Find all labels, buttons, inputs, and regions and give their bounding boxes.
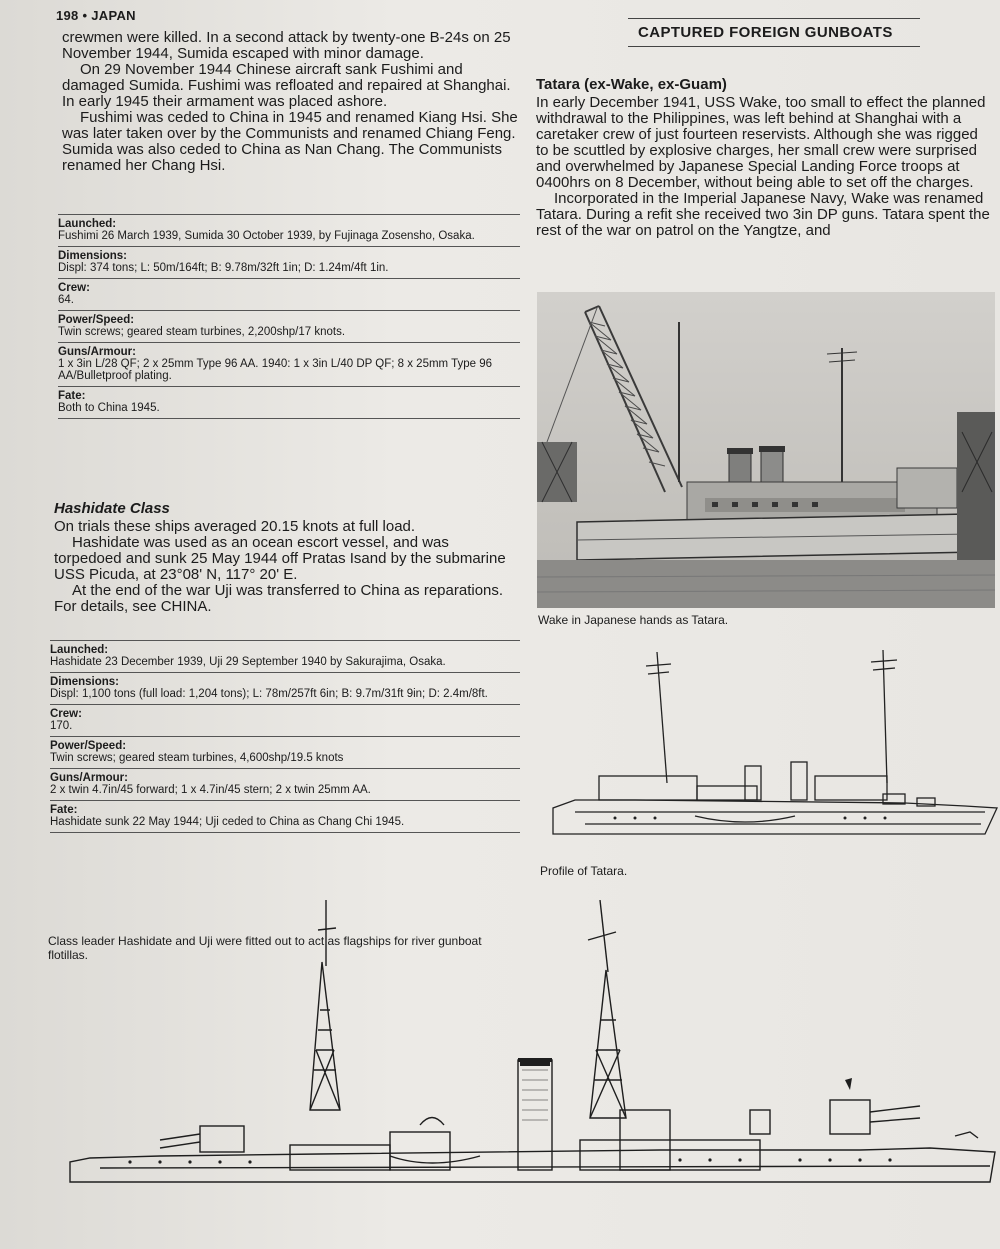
spec-label: Dimensions: xyxy=(58,250,128,262)
spec-label: Dimensions: xyxy=(50,676,120,688)
hashidate-drawing-caption: Class leader Hashidate and Uji were fitted out to act as flagships for river gunboat flotillas. xyxy=(48,934,482,962)
spec-value: 170. xyxy=(50,720,73,732)
spec-label: Fate: xyxy=(50,804,78,816)
spec-row xyxy=(50,705,520,737)
class-heading xyxy=(54,500,520,517)
spec-value: Twin screws; geared steam turbines, 4,600shp/19.5 knots xyxy=(50,752,344,764)
spec-value: Displ: 1,100 tons (full load: 1,204 tons); L: 78m/257ft 6in; B: 9.7m/31ft 9in; D: 2.4m/8ft. xyxy=(50,688,488,700)
spec-row xyxy=(50,673,520,705)
fushimi-spec-table xyxy=(58,214,520,419)
spec-row xyxy=(50,801,520,833)
tatara-section xyxy=(536,76,992,239)
hashidate-profile-drawing xyxy=(60,900,1000,1200)
spec-row xyxy=(50,737,520,769)
spec-label: Crew: xyxy=(50,708,82,720)
spec-label: Power/Speed: xyxy=(58,314,135,326)
spec-row xyxy=(50,640,520,673)
spec-row xyxy=(50,769,520,801)
spec-value: Twin screws; geared steam turbines, 2,200shp/17 knots. xyxy=(58,326,346,338)
spec-row xyxy=(58,214,520,247)
paragraph: In early December 1941, USS Wake, too small to effect the planned withdrawal to the Philippines, was left behind at Shanghai with a caretaker crew of just fourteen reservists. Although she was rigged to be scuttled by explosive charges, her small crew were surprised and overwhelmed by Japanese Special Landing Force troops at 0400hrs on 8 December, without being able to set off the charges. xyxy=(536,94,986,191)
spec-label: Launched: xyxy=(50,644,109,656)
spec-label: Fate: xyxy=(58,390,86,402)
left-top-text xyxy=(62,30,518,174)
spec-value: 2 x twin 4.7in/45 forward; 1 x 4.7in/45 stern; 2 x twin 25mm AA. xyxy=(50,784,371,796)
profile-caption: Profile of Tatara. xyxy=(540,864,628,878)
running-head: 198 • JAPAN xyxy=(56,8,136,23)
spec-value: Fushimi 26 March 1939, Sumida 30 October 1939, by Fujinaga Zosensho, Osaka. xyxy=(58,230,475,242)
hashidate-section xyxy=(54,500,520,615)
photo-caption: Wake in Japanese hands as Tatara. xyxy=(538,613,729,627)
spec-value: Hashidate sunk 22 May 1944; Uji ceded to China as Chang Chi 1945. xyxy=(50,816,405,828)
class-heading-text: Hashidate Class xyxy=(54,500,170,517)
paragraph: Fushimi was ceded to China in 1945 and renamed Kiang Hsi. She was later taken over by the Communists and renamed Chiang Feng. Sumida was also ceded to China as Nan Chang. The Communists renamed her Chang Hsi. xyxy=(62,109,518,174)
tatara-profile-drawing xyxy=(545,648,1000,858)
spec-value: Hashidate 23 December 1939, Uji 29 September 1940 by Sakurajima, Osaka. xyxy=(50,656,446,668)
spec-row xyxy=(58,279,520,311)
hashidate-spec-table xyxy=(50,640,520,833)
spec-row xyxy=(58,387,520,419)
paragraph: On trials these ships averaged 20.15 knots at full load. xyxy=(54,518,416,535)
paragraph: crewmen were killed. In a second attack by twenty-one B-24s on 25 November 1944, Sumida escaped with minor damage. xyxy=(62,29,511,62)
spec-row xyxy=(58,311,520,343)
spec-row xyxy=(58,247,520,279)
spec-value: Both to China 1945. xyxy=(58,402,160,414)
paragraph: At the end of the war Uji was transferred to China as reparations. For details, see CHINA. xyxy=(54,582,504,615)
spec-value: Displ: 374 tons; L: 50m/164ft; B: 9.78m/32ft 1in; D: 1.24m/4ft 1in. xyxy=(58,262,389,274)
spec-label: Power/Speed: xyxy=(50,740,127,752)
paragraph: On 29 November 1944 Chinese aircraft sank Fushimi and damaged Sumida. Fushimi was refloated and repaired at Shanghai. In early 1945 their armament was placed ashore. xyxy=(62,61,511,110)
spec-label: Guns/Armour: xyxy=(58,346,136,358)
spec-label: Crew: xyxy=(58,282,90,294)
tatara-photo xyxy=(537,292,995,608)
spec-value: 64. xyxy=(58,294,74,306)
spec-row xyxy=(58,343,520,387)
spec-label: Launched: xyxy=(58,218,117,230)
spec-label: Guns/Armour: xyxy=(50,772,128,784)
tatara-heading: Tatara (ex-Wake, ex-Guam) xyxy=(536,76,727,93)
spec-value: 1 x 3in L/28 QF; 2 x 25mm Type 96 AA. 1940: 1 x 3in L/40 DP QF; 8 x 25mm Type 96 AA/Bulletproof plating. xyxy=(58,358,493,382)
section-title: CAPTURED FOREIGN GUNBOATS xyxy=(628,18,920,47)
paragraph: Incorporated in the Imperial Japanese Navy, Wake was renamed Tatara. During a refit she received two 3in DP guns. Tatara spent the rest of the war on patrol on the Yangtze, and xyxy=(536,190,990,239)
paragraph: Hashidate was used as an ocean escort vessel, and was torpedoed and sunk 25 May 1944 off Pratas Isand by the submarine USS Picuda, at 23°08' N, 117° 20' E. xyxy=(54,534,506,583)
